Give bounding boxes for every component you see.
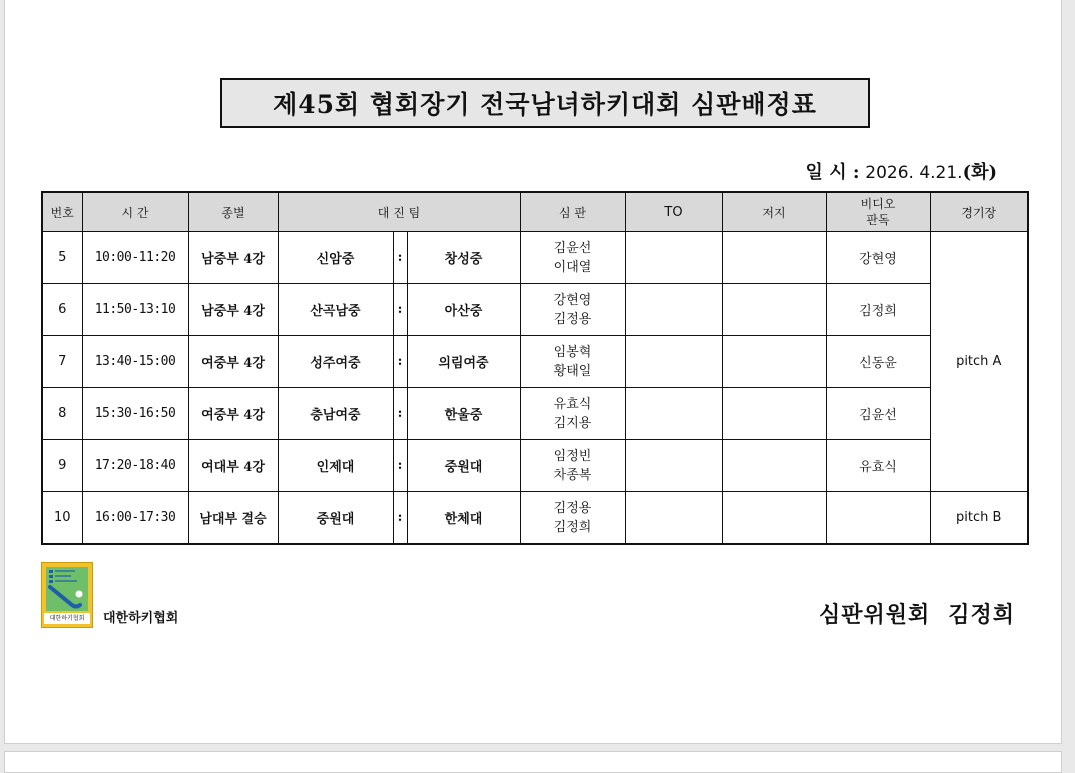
referee-1: 김정용	[553, 500, 592, 516]
judge-cell	[722, 492, 826, 545]
header-judge: 저지	[722, 192, 826, 232]
header-division: 종별	[188, 192, 278, 232]
header-time: 시 간	[82, 192, 188, 232]
match-number: 7	[42, 336, 82, 388]
match-division: 여중부 4강	[188, 388, 278, 440]
referees-cell	[520, 440, 625, 492]
team-a: 성주여중	[278, 336, 393, 388]
referees-cell	[520, 388, 625, 440]
video-review-cell: 신동윤	[826, 336, 930, 388]
date-label: 일 시 :	[805, 162, 860, 183]
referees-cell	[520, 492, 625, 545]
match-time: 13:40-15:00	[82, 336, 188, 388]
team-separator: :	[393, 336, 407, 388]
committee-chair: 김정희	[948, 602, 1015, 628]
team-separator: :	[393, 232, 407, 284]
referees-cell	[520, 284, 625, 336]
match-time: 15:30-16:50	[82, 388, 188, 440]
match-division: 여중부 4강	[188, 336, 278, 388]
referee-2: 김지용	[553, 415, 592, 431]
table-row	[42, 492, 1028, 545]
hockey-stick-icon	[46, 567, 88, 611]
team-b: 중원대	[407, 440, 520, 492]
team-separator: :	[393, 284, 407, 336]
match-number: 6	[42, 284, 82, 336]
referee-1: 김윤선	[553, 240, 592, 256]
date-line	[705, 158, 997, 184]
table-header-row	[42, 192, 1028, 232]
to-cell	[625, 232, 722, 284]
to-cell	[625, 492, 722, 545]
match-time: 11:50-13:10	[82, 284, 188, 336]
header-to: TO	[625, 192, 722, 232]
document-page	[4, 0, 1062, 744]
team-b: 한체대	[407, 492, 520, 545]
match-division: 남대부 결승	[188, 492, 278, 545]
video-review-cell: 김윤선	[826, 388, 930, 440]
header-video-review	[826, 192, 930, 232]
referees-cell	[520, 232, 625, 284]
header-video-line2: 판독	[866, 213, 890, 227]
match-number: 5	[42, 232, 82, 284]
to-cell	[625, 284, 722, 336]
video-review-cell: 강현영	[826, 232, 930, 284]
team-b: 의림여중	[407, 336, 520, 388]
match-time: 17:20-18:40	[82, 440, 188, 492]
to-cell	[625, 336, 722, 388]
referee-2: 황태일	[553, 363, 592, 379]
document-title: 제45회 협회장기 전국남녀하키대회 심판배정표	[220, 78, 870, 128]
judge-cell	[722, 232, 826, 284]
table-row	[42, 232, 1028, 284]
logo-emblem	[46, 567, 88, 611]
header-video-line1: 비디오	[860, 197, 896, 211]
to-cell	[625, 440, 722, 492]
referee-1: 임정빈	[553, 448, 592, 464]
logo-text: 대한하키협회	[44, 613, 90, 624]
judge-cell	[722, 440, 826, 492]
referee-schedule-table	[41, 191, 1029, 545]
referee-1: 임봉혁	[553, 344, 592, 360]
match-number: 10	[42, 492, 82, 545]
video-review-cell: 김정희	[826, 284, 930, 336]
match-time: 10:00-11:20	[82, 232, 188, 284]
judge-cell	[722, 336, 826, 388]
team-separator: :	[393, 492, 407, 545]
referees-cell	[520, 336, 625, 388]
team-a: 산곡남중	[278, 284, 393, 336]
video-review-cell	[826, 492, 930, 545]
hockey-association-logo	[41, 562, 93, 628]
table-row	[42, 388, 1028, 440]
video-review-cell: 유효식	[826, 440, 930, 492]
judge-cell	[722, 284, 826, 336]
referee-2: 차종복	[553, 467, 592, 483]
venue-cell-pitch-a: pitch A	[930, 232, 1028, 492]
to-cell	[625, 388, 722, 440]
referee-1: 강현영	[553, 292, 592, 308]
match-time: 16:00-17:30	[82, 492, 188, 545]
team-a: 신암중	[278, 232, 393, 284]
referee-2: 김정희	[553, 519, 592, 535]
match-number: 8	[42, 388, 82, 440]
team-a: 중원대	[278, 492, 393, 545]
judge-cell	[722, 388, 826, 440]
match-division: 여대부 4강	[188, 440, 278, 492]
header-referees: 심 판	[520, 192, 625, 232]
team-a: 인제대	[278, 440, 393, 492]
team-b: 창성중	[407, 232, 520, 284]
referee-2: 김정용	[553, 311, 592, 327]
team-b: 아산중	[407, 284, 520, 336]
committee-signature	[785, 598, 1015, 629]
next-page-edge	[4, 751, 1062, 773]
match-division: 남중부 4강	[188, 284, 278, 336]
committee-name: 심판위원회	[818, 602, 931, 628]
table-row	[42, 440, 1028, 492]
venue-cell-pitch-b: pitch B	[930, 492, 1028, 545]
date-weekday: (화)	[962, 162, 997, 183]
match-number: 9	[42, 440, 82, 492]
referee-1: 유효식	[553, 396, 592, 412]
header-venue: 경기장	[930, 192, 1028, 232]
referee-2: 이대열	[553, 259, 592, 275]
date-value: 2026. 4.21.	[865, 163, 963, 183]
table-row	[42, 284, 1028, 336]
team-separator: :	[393, 440, 407, 492]
organization-name: 대한하키협회	[103, 611, 179, 626]
team-b: 한울중	[407, 388, 520, 440]
header-no: 번호	[42, 192, 82, 232]
match-division: 남중부 4강	[188, 232, 278, 284]
team-a: 충남여중	[278, 388, 393, 440]
team-separator: :	[393, 388, 407, 440]
header-teams: 대 진 팀	[278, 192, 520, 232]
table-row	[42, 336, 1028, 388]
